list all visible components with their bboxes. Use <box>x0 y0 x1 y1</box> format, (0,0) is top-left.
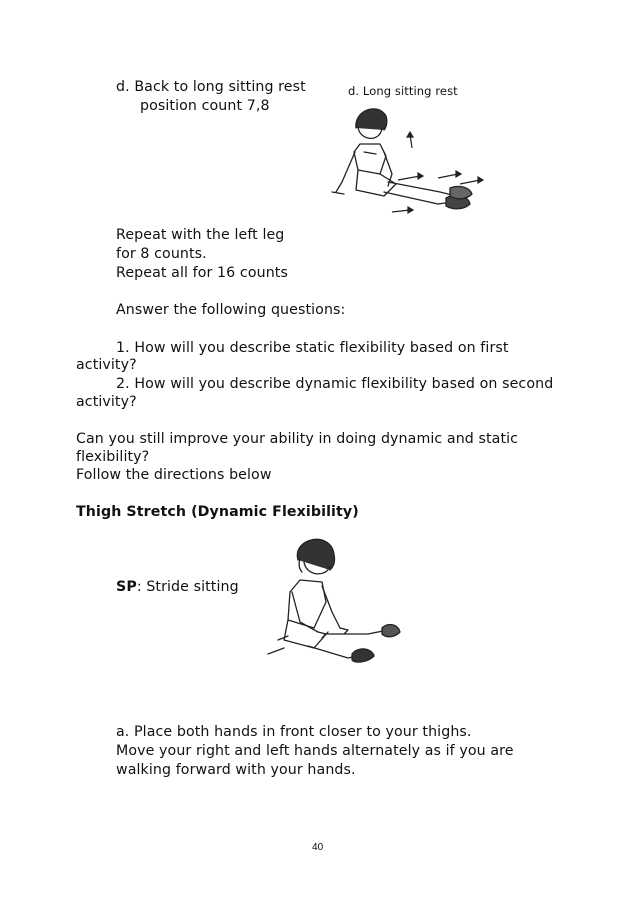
question-1-line2: activity? <box>76 357 137 373</box>
page-number: 40 <box>312 842 324 853</box>
step-d-line2: position count 7,8 <box>140 98 270 114</box>
improve-line3: Follow the directions below <box>76 467 272 483</box>
stride-sitting-illustration <box>248 530 410 682</box>
section-heading: Thigh Stretch (Dynamic Flexibility) <box>76 504 359 520</box>
step-d-line1: d. Back to long sitting rest <box>116 79 306 95</box>
figure-caption: d. Long sitting rest <box>348 84 458 98</box>
sp-text: : Stride sitting <box>136 579 239 595</box>
sp-label: SP <box>116 579 137 595</box>
repeat-line2: for 8 counts. <box>116 246 207 262</box>
repeat-line3: Repeat all for 16 counts <box>116 265 288 281</box>
step-a-line3: walking forward with your hands. <box>116 762 356 778</box>
question-1-line1: 1. How will you describe static flexibility based on first <box>116 340 509 356</box>
repeat-line1: Repeat with the left leg <box>116 227 285 243</box>
improve-line1: Can you still improve your ability in doing dynamic and static <box>76 431 519 447</box>
step-a-line1: a. Place both hands in front closer to your thighs. <box>116 724 472 740</box>
step-a-line2: Move your right and left hands alternately as if you are <box>116 743 514 759</box>
sp-line <box>116 578 239 596</box>
improve-line2: flexibility? <box>76 449 150 465</box>
questions-intro: Answer the following questions: <box>116 302 346 318</box>
question-2-line1: 2. How will you describe dynamic flexibility based on second <box>116 376 554 392</box>
question-2-line2: activity? <box>76 394 137 410</box>
long-sitting-illustration <box>328 100 488 225</box>
